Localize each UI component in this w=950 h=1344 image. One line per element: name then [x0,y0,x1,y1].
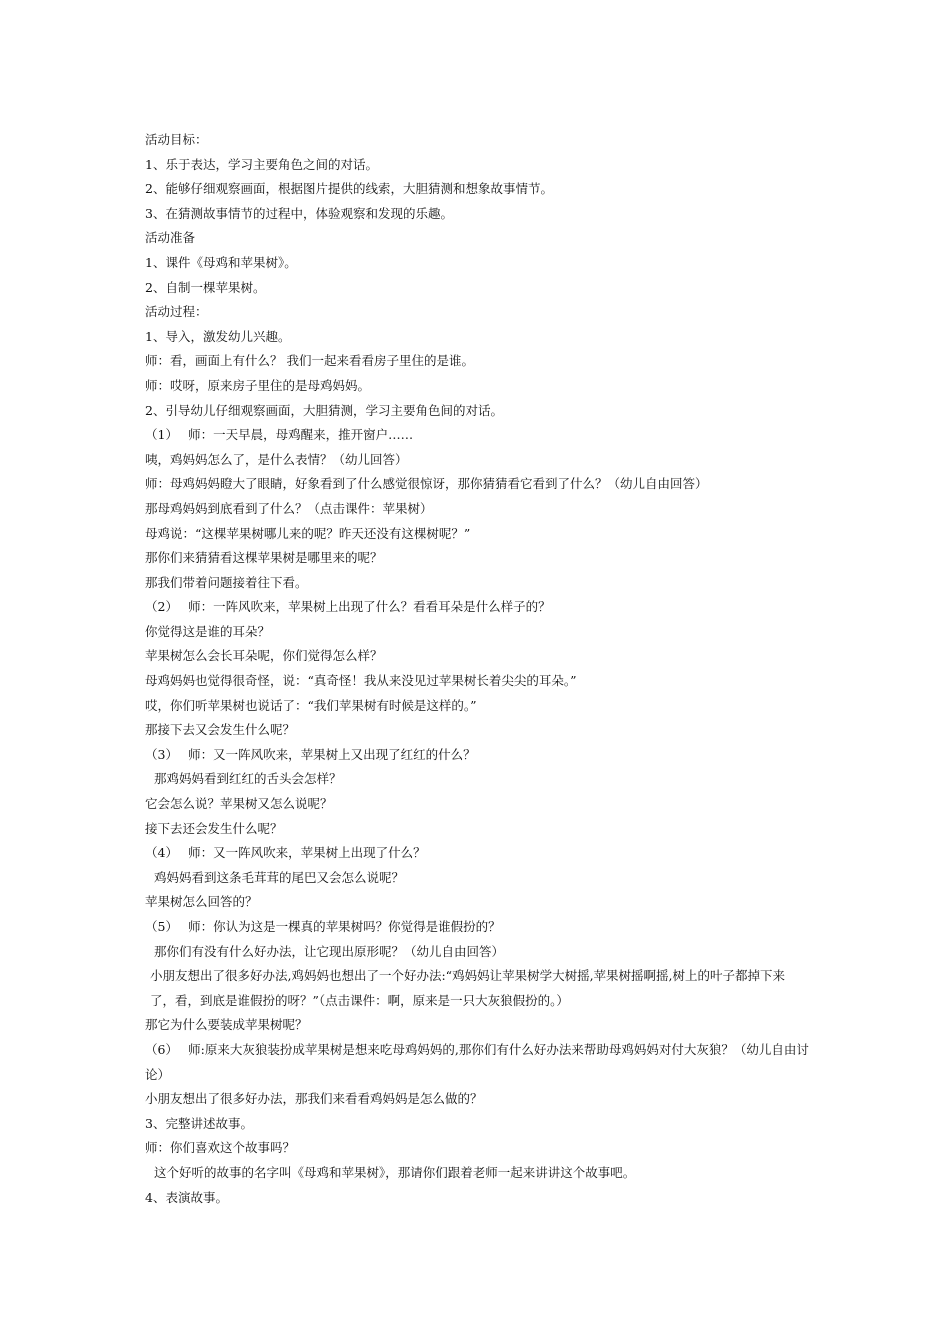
process-step: 3、完整讲述故事。 [145,1115,253,1131]
goal-item: 1、乐于表达，学习主要角色之间的对话。 [145,156,378,172]
sub-step-paragraph: （6） 师:原来大灰狼装扮成苹果树是想来吃母鸡妈妈的,那你们有什么好办法来帮助母鸡妈妈对付大灰狼？（幼儿自由讨论） [145,1041,809,1082]
sub-step: （5） 师：你认为这是一棵真的苹果树吗？你觉得是谁假扮的？ [145,919,501,934]
goal-item: 3、在猜测故事情节的过程中，体验观察和发现的乐趣。 [145,205,453,221]
sub-step: （2） 师：一阵风吹来，苹果树上出现了什么？看看耳朵是什么样子的？ [145,599,551,615]
process-step: 1、导入，激发幼儿兴趣。 [145,328,291,344]
text-line: 那母鸡妈妈到底看到了什么？（点击课件：苹果树） [145,500,433,516]
text-line: 师：看，画面上有什么？ 我们一起来看看房子里住的是谁。 [145,353,474,369]
sub-step: （1） 师：一天早晨，母鸡醒来，推开窗户…… [145,427,414,443]
text-line: 苹果树怎么回答的？ [145,894,258,910]
preparation-item: 2、自制一棵苹果树。 [145,279,266,295]
sub-step: （4） 师：又一阵风吹来，苹果树上出现了什么？ [145,845,426,861]
text-line: 母鸡妈妈也觉得很奇怪，说：“真奇怪！我从来没见过苹果树长着尖尖的耳朵。” [145,673,577,689]
text-line: 那接下去又会发生什么呢？ [145,722,296,738]
text-line: 这个好听的故事的名字叫《母鸡和苹果树》，那请你们跟着老师一起来讲讲这个故事吧。 [154,1164,636,1180]
text-line: 那你们来猜猜看这棵苹果树是哪里来的呢？ [145,550,383,566]
text-line: 那鸡妈妈看到红红的舌头会怎样？ [154,771,342,787]
text-line: 师：母鸡妈妈瞪大了眼睛，好象看到了什么感觉很惊讶，那你猜猜看它看到了什么？（幼儿自由回答） [145,476,708,492]
paragraph: 小朋友想出了很多好办法,鸡妈妈也想出了一个好办法:“鸡妈妈让苹果树学大树摇,苹果树摇啊摇,树上的叶子都掉下来了，看，到底是谁假扮的呀？”（点击课件：啊，原来是一只大灰狼假扮的。） [150,968,786,1008]
text-line: 师：你们喜欢这个故事吗？ [145,1140,296,1156]
text-line: 那你们有没有什么好办法，让它现出原形呢？（幼儿自由回答） [154,943,505,959]
text-line: 哎，你们听苹果树也说话了：“我们苹果树有时候是这样的。” [145,697,477,713]
process-step: 2、引导幼儿仔细观察画面，大胆猜测，学习主要角色间的对话。 [145,402,503,418]
text-line: 它会怎么说？苹果树又怎么说呢？ [145,796,333,812]
text-line: 你觉得这是谁的耳朵？ [145,623,271,639]
text-line: 鸡妈妈看到这条毛茸茸的尾巴又会怎么说呢？ [154,869,405,885]
text-line: 苹果树怎么会长耳朵呢，你们觉得怎么样？ [145,648,383,664]
section-heading-process: 活动过程： [145,304,208,320]
section-heading-preparation: 活动准备 [145,230,196,246]
process-step: 4、表演故事。 [145,1189,228,1205]
text-line: 那我们带着问题接着往下看。 [145,574,308,590]
section-heading-goals: 活动目标： [145,132,208,147]
sub-step: （3） 师：又一阵风吹来，苹果树上又出现了红红的什么？ [145,746,476,762]
text-line: 咦，鸡妈妈怎么了，是什么表情？（幼儿回答） [145,451,408,467]
text-line: 接下去还会发生什么呢？ [145,820,283,836]
goal-item: 2、能够仔细观察画面，根据图片提供的线索，大胆猜测和想象故事情节。 [145,181,553,197]
text-line: 母鸡说：“这棵苹果树哪儿来的呢？昨天还没有这棵树呢？” [145,525,471,541]
text-line: 小朋友想出了很多好办法，那我们来看看鸡妈妈是怎么做的？ [145,1091,483,1107]
preparation-item: 1、课件《母鸡和苹果树》。 [145,254,297,270]
document-body [145,128,810,1210]
text-line: 那它为什么要装成苹果树呢？ [145,1017,308,1033]
text-line: 师：哎呀，原来房子里住的是母鸡妈妈。 [145,377,371,393]
